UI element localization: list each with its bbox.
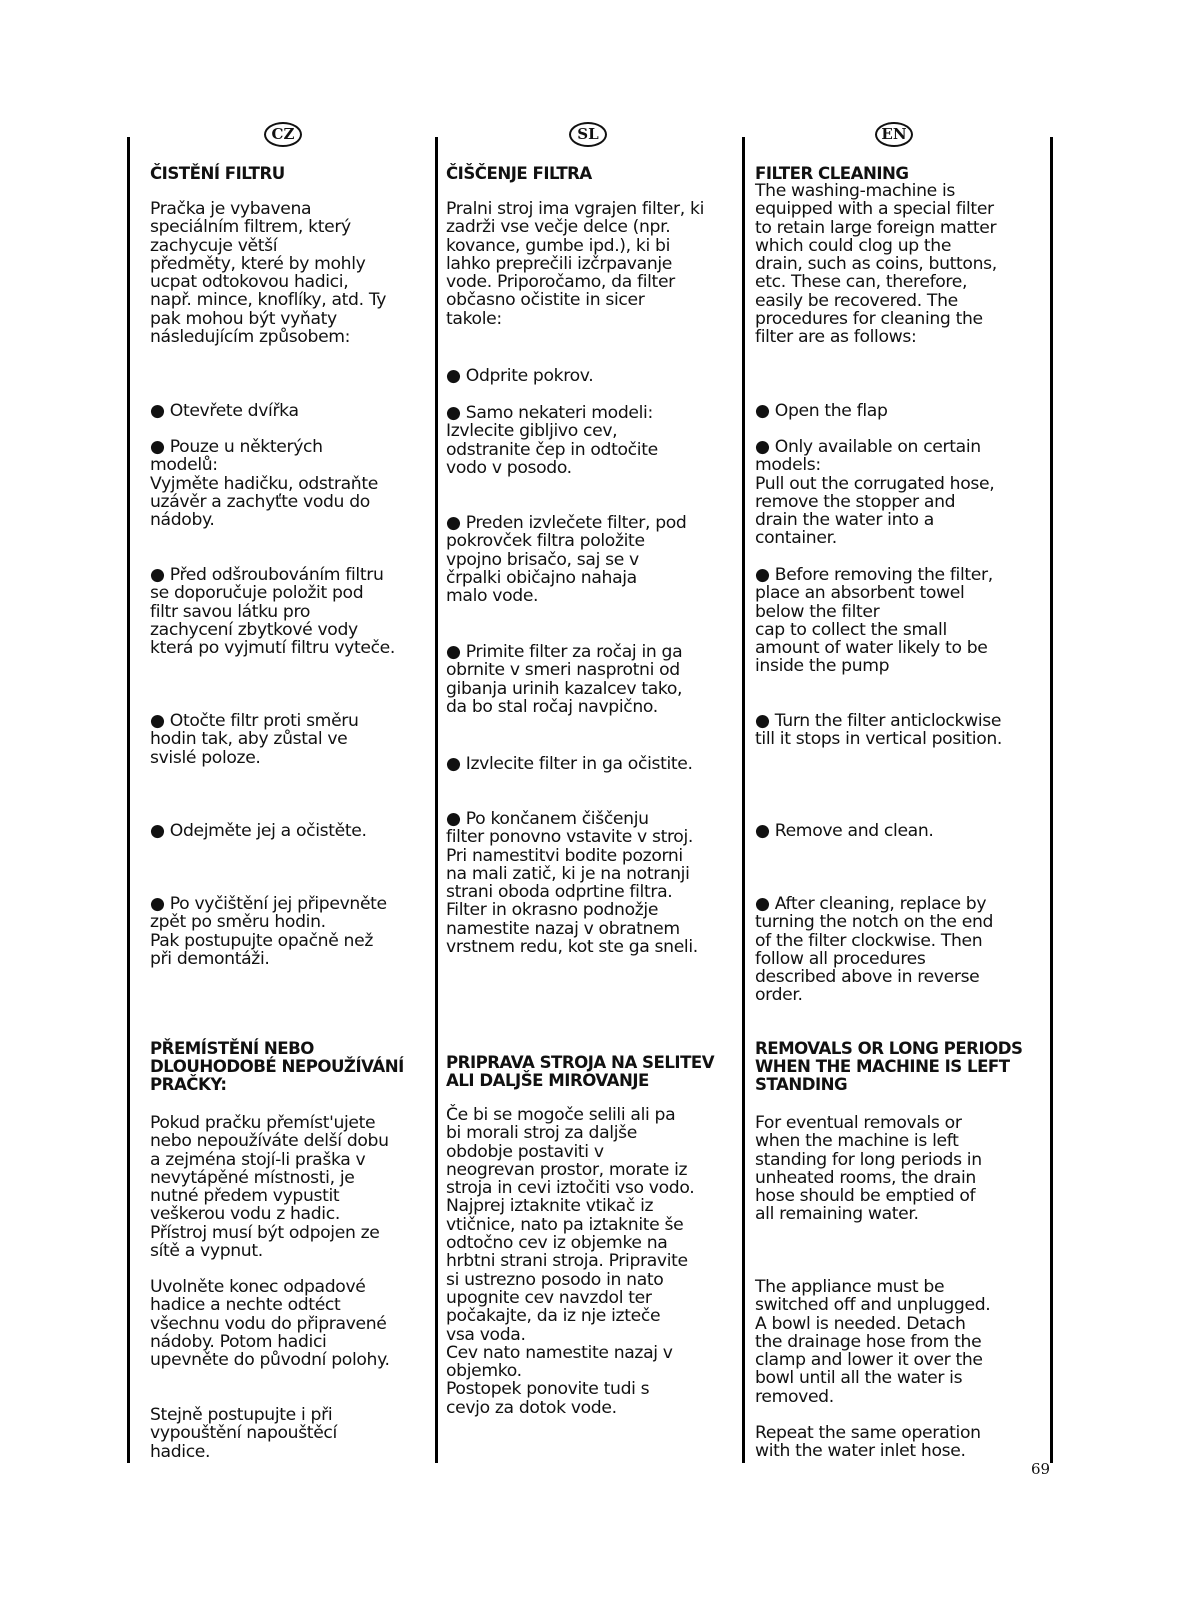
step-3: ● Preden izvlečete filter, pod pokrovček filtra položite vpojno brisačo, saj se v črpalki običajno nahaja malo vode. — [446, 513, 687, 607]
removals-paragraph-3: Repeat the same operation with the water inlet hose. — [755, 1423, 981, 1462]
step-4: ● Primite filter za ročaj in ga obrnite v smeri nasprotni od gibanja urinih kazalcev tako, da bo stal ročaj navpično. — [446, 642, 683, 717]
step-2: ● Pouze u některých modelů: Vyjměte hadičku, odstraňte uzávěr a zachyťte vodu do nádoby. — [150, 437, 378, 531]
intro-paragraph: Pralni stroj ima vgrajen filter, ki zadrži vse večje delce (npr. kovance, gumbe ipd.), ki bi lahko preprečili izčrpavanje vode. Priporočamo, da filter občasno očistite in sicer takole: — [446, 199, 704, 329]
section-heading-removals: REMOVALS OR LONG PERIODS WHEN THE MACHINE IS LEFT STANDING — [755, 1039, 1023, 1094]
section-heading-filter-cleaning: ČISTĚNÍ FILTRU — [150, 164, 285, 183]
section-heading-removals: PŘEMÍSTĚNÍ NEBO DLOUHODOBÉ NEPOUŽÍVÁNÍ PRAČKY: — [150, 1039, 404, 1094]
column-divider-1 — [435, 137, 438, 1463]
intro-paragraph: Pračka je vybavena speciálním filtrem, který zachycuje větší předměty, které by mohly ucpat odtokovou hadici, např. mince, knoflíky, atd. Ty pak mohou být vyňaty následujícím způsobem: — [150, 199, 387, 348]
removals-paragraph-2: Uvolněte konec odpadové hadice a nechte odtéct všechnu vodu do připravené nádoby. Potom hadici upevněte do původní polohy. — [150, 1277, 390, 1371]
step-1: ● Open the flap — [755, 401, 888, 421]
language-badge-cz: CZ — [264, 122, 302, 147]
removals-paragraph-1: For eventual removals or when the machine is left standing for long periods in unheated rooms, the drain hose should be emptied of all remaining water. — [755, 1113, 982, 1225]
step-4: ● Otočte filtr proti směru hodin tak, aby zůstal ve svislé poloze. — [150, 711, 359, 768]
step-4: ● Turn the filter anticlockwise till it stops in vertical position. — [755, 711, 1003, 750]
step-6: ● After cleaning, replace by turning the notch on the end of the filter clockwise. Then follow all procedures described above in reverse order. — [755, 894, 994, 1006]
step-1: ● Otevřete dvířka — [150, 401, 299, 421]
removals-paragraph-2: The appliance must be switched off and unplugged. A bowl is needed. Detach the drainage hose from the clamp and lower it over the bowl until all the water is removed. — [755, 1277, 991, 1407]
column-divider-2 — [742, 137, 745, 1463]
section-heading-filter-cleaning: FILTER CLEANING — [755, 164, 909, 183]
step-5: ● Odejměte jej a očistěte. — [150, 821, 367, 841]
step-3: ● Před odšroubováním filtru se doporučuje položit pod filtr savou látku pro zachycení zbytkové vody která po vyjmutí filtru vyteče. — [150, 565, 396, 659]
language-badge-sl: SL — [569, 122, 607, 147]
step-3: ● Before removing the filter, place an absorbent towel below the filter cap to collect the small amount of water likely to be inside the pump — [755, 565, 993, 677]
step-1: ● Odprite pokrov. — [446, 366, 594, 386]
page-number: 69 — [1031, 1460, 1051, 1478]
language-badge-en: EN — [875, 122, 913, 147]
step-5: ● Remove and clean. — [755, 821, 934, 841]
section-heading-removals: PRIPRAVA STROJA NA SELITEV ALI DALJŠE MIROVANJE — [446, 1053, 715, 1090]
step-6: ● Po vyčištění jej připevněte zpět po směru hodin. Pak postupujte opačně než při demontáži. — [150, 894, 387, 969]
column-divider-right — [1050, 137, 1053, 1463]
section-heading-filter-cleaning: ČIŠČENJE FILTRA — [446, 164, 592, 183]
removals-paragraph-1: Če bi se mogoče selili ali pa bi morali stroj za daljše obdobje postaviti v neogrevan prostor, morate iz stroja in cevi iztočiti vso vodo. Najprej iztaknite vtikač iz vtičnice, nato pa iztaknite še odtočno cev iz objemke na hrbtni strani stroja. Pripravite si ustrezno posodo in nato upognite cev navzdol ter počakajte, da iz nje izteče vsa voda. Cev nato namestite nazaj v objemko. Postopek ponovite tudi s cevjo za dotok vode. — [446, 1105, 695, 1418]
step-2: ● Samo nekateri modeli: Izvlecite gibljivo cev, odstranite čep in odtočite vodo v posodo. — [446, 403, 658, 478]
intro-paragraph: The washing-machine is equipped with a special filter to retain large foreign matter which could clog up the drain, such as coins, buttons, etc. These can, therefore, easily be recovered. The procedures for cleaning the filter are as follows: — [755, 181, 997, 348]
removals-paragraph-1: Pokud pračku přemíst'ujete nebo nepoužíváte delší dobu a zejména stojí-li praška v nevytápěné místnosti, je nutné předem vypustit veškerou vodu z hadic. Přístroj musí být odpojen ze sítě a vypnut. — [150, 1113, 389, 1262]
removals-paragraph-3: Stejně postupujte i při vypouštění napouštěcí hadice. — [150, 1405, 337, 1462]
step-5: ● Izvlecite filter in ga očistite. — [446, 754, 693, 774]
column-divider-left — [127, 137, 130, 1463]
step-6: ● Po končanem čiščenju filter ponovno vstavite v stroj. Pri namestitvi bodite pozorni na mali zatič, ki je na notranji strani oboda odprtine filtra. Filter in okrasno podnožje namestite nazaj v obratnem vrstnem redu, kot ste ga sneli. — [446, 809, 698, 958]
step-2: ● Only available on certain models: Pull out the corrugated hose, remove the stopper and drain the water into a container. — [755, 437, 995, 549]
